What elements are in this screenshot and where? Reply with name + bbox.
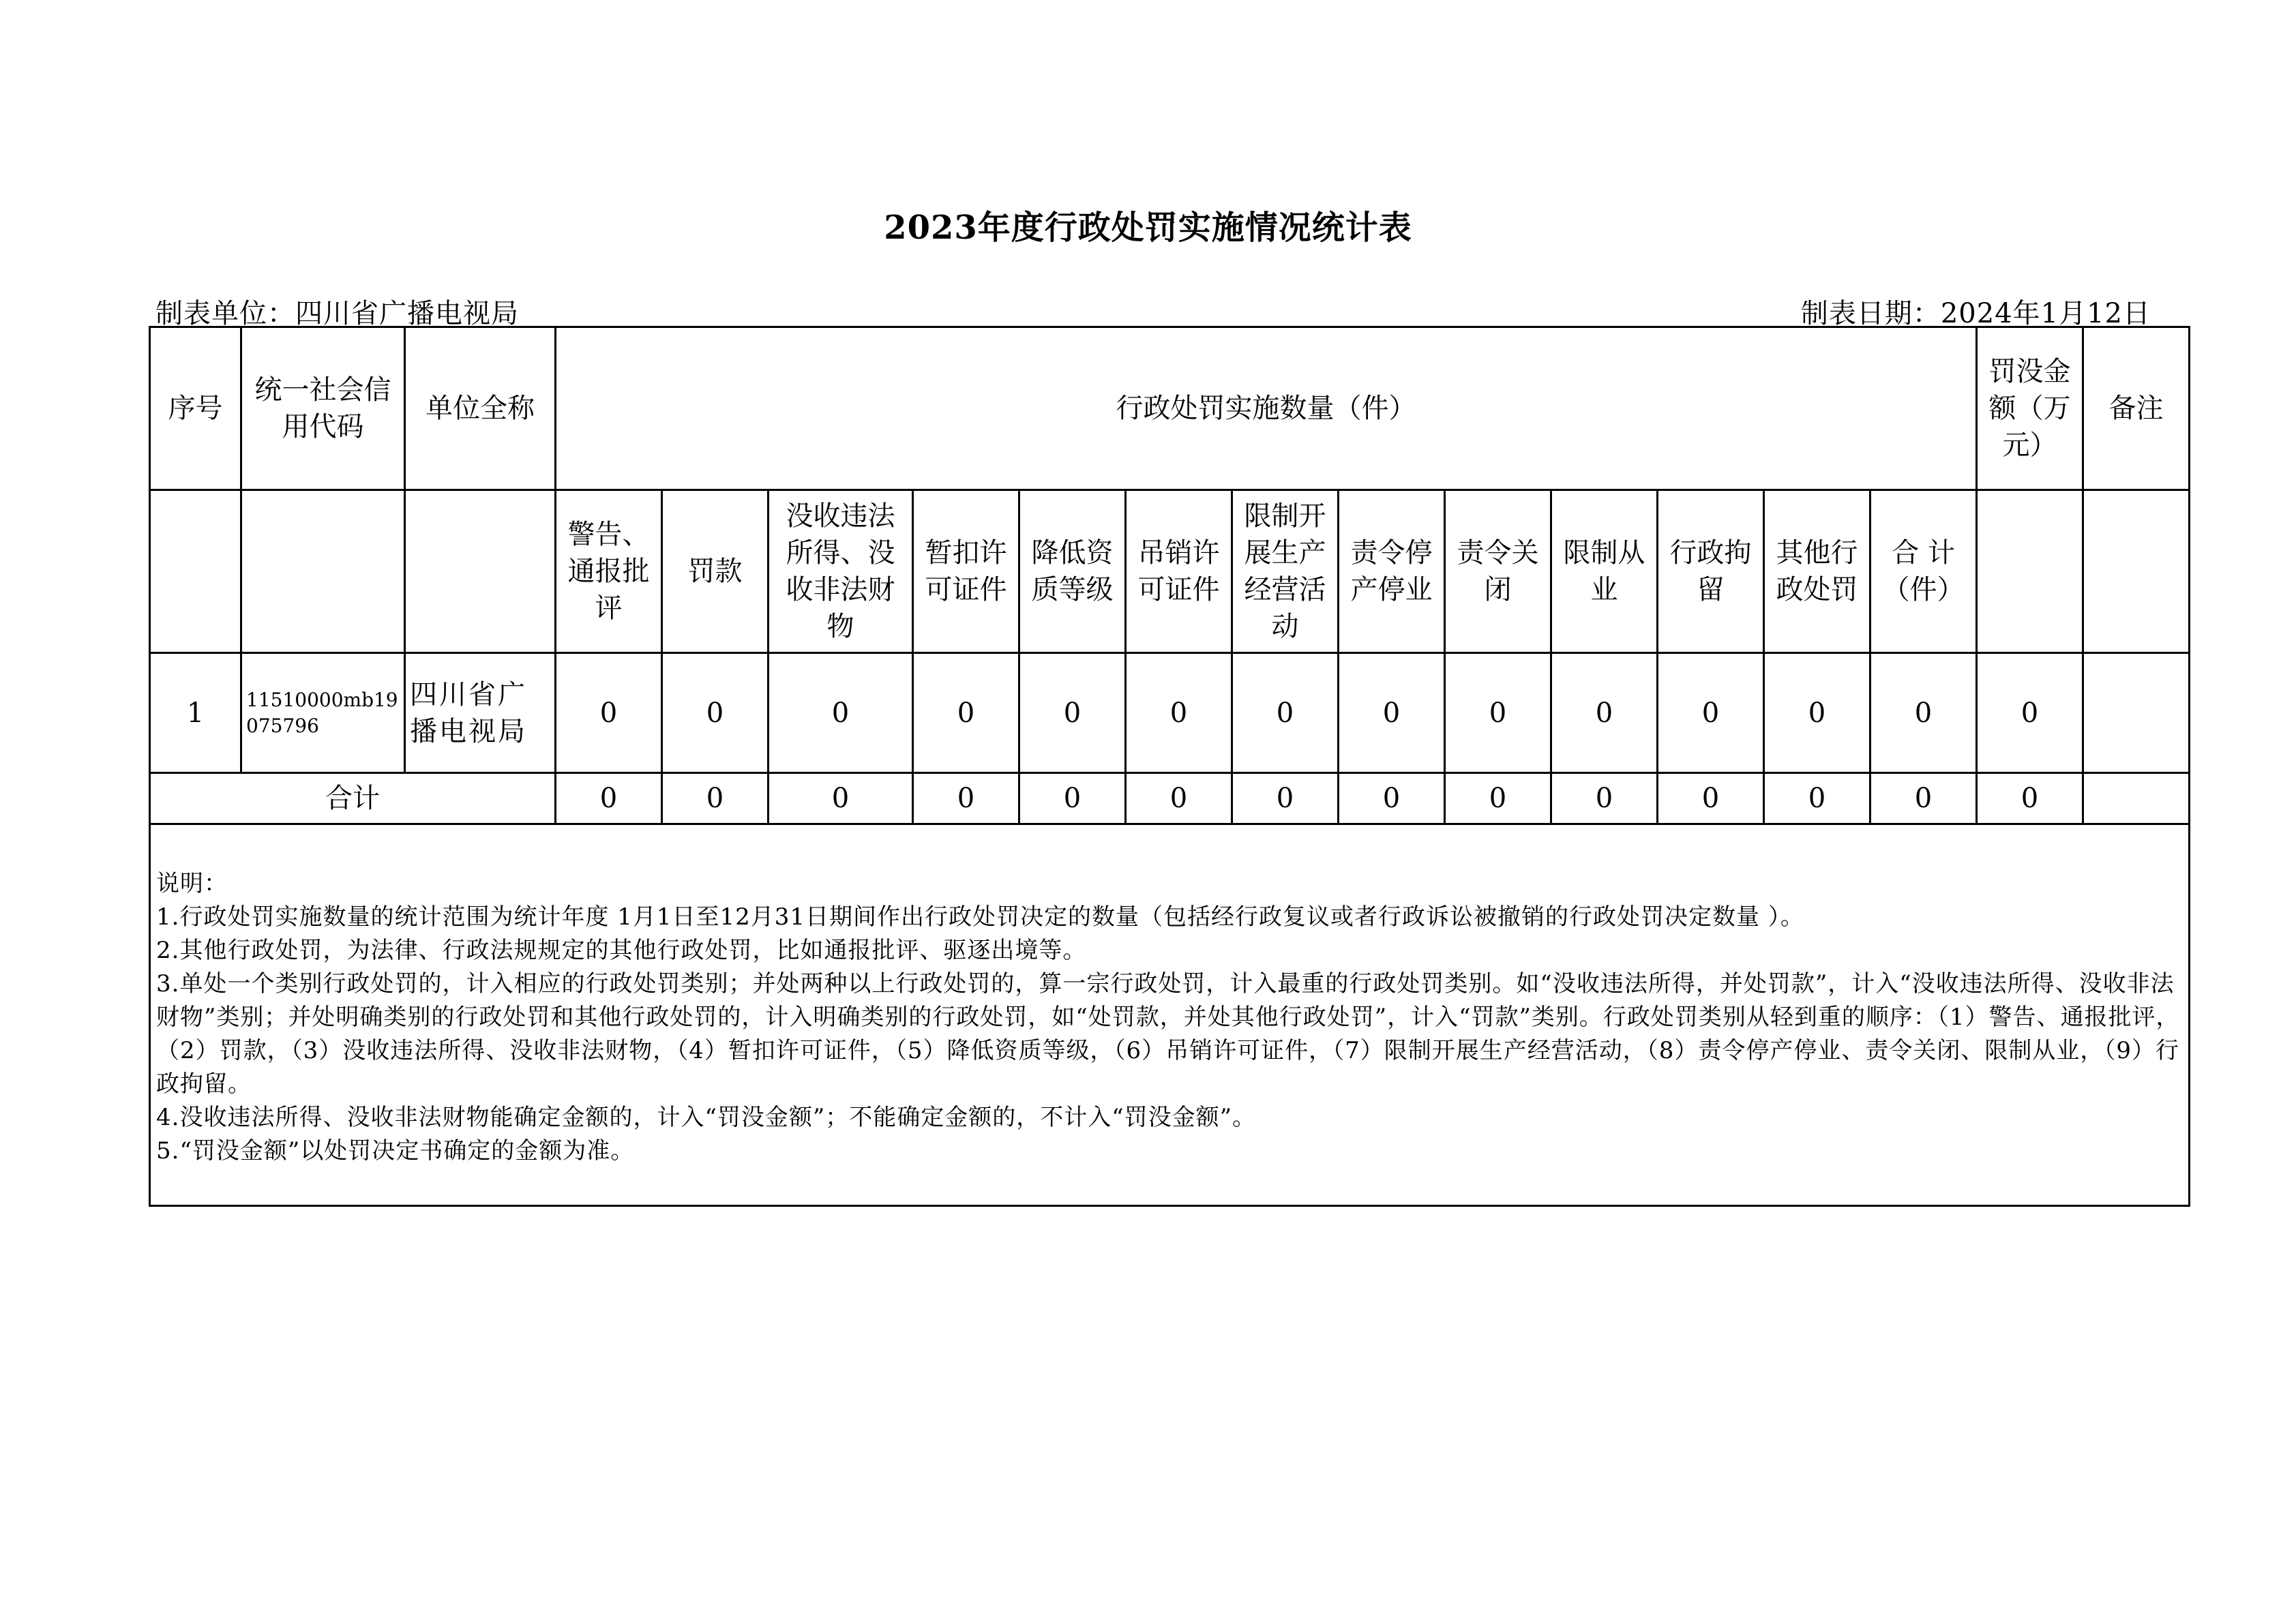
- total-count-cell: 0: [1764, 773, 1870, 824]
- header-category-subtotal: 合 计（件）: [1870, 490, 1977, 653]
- row-count-cell: 0: [1551, 653, 1658, 773]
- header-fine-amount: 罚没金额（万元）: [1977, 327, 2083, 490]
- header-blank: [1977, 490, 2083, 653]
- total-count-cell: 0: [662, 773, 769, 824]
- total-count-cell: 0: [1232, 773, 1339, 824]
- header-category-warning: 警告、通报批评: [556, 490, 662, 653]
- row-count-cell: 0: [1658, 653, 1764, 773]
- issue-date: 制表日期：2024年1月12日: [1800, 298, 2151, 329]
- header-blank: [150, 490, 241, 653]
- table-row: [150, 653, 2190, 773]
- row-count-cell: 0: [913, 653, 1019, 773]
- header-row-1: [150, 327, 2190, 490]
- header-count-group: 行政处罚实施数量（件）: [556, 327, 1977, 490]
- total-count-cell: 0: [1551, 773, 1658, 824]
- total-remark: [2083, 773, 2190, 824]
- row-seq: 1: [150, 653, 241, 773]
- header-category-license-revocation: 吊销许可证件: [1126, 490, 1232, 653]
- header-category-production-suspension: 责令停产停业: [1339, 490, 1445, 653]
- total-count-cell: 0: [913, 773, 1019, 824]
- header-unit-name: 单位全称: [405, 327, 556, 490]
- header-category-closure: 责令关闭: [1445, 490, 1551, 653]
- row-count-cell: 0: [1126, 653, 1232, 773]
- total-count-cell: 0: [1658, 773, 1764, 824]
- header-remark: 备注: [2083, 327, 2190, 490]
- penalty-statistics-table: [149, 326, 2190, 1207]
- row-count-cell: 0: [1870, 653, 1977, 773]
- header-category-practice-restriction: 限制从业: [1551, 490, 1658, 653]
- header-blank: [405, 490, 556, 653]
- row-credit-code: 11510000mb19075796: [241, 653, 405, 773]
- total-count-cell: 0: [1019, 773, 1126, 824]
- row-fine-amount: 0: [1977, 653, 2083, 773]
- total-label: 合计: [150, 773, 556, 824]
- total-count-cell: 0: [556, 773, 662, 824]
- total-count-cell: 0: [1870, 773, 1977, 824]
- header-category-other: 其他行政处罚: [1764, 490, 1870, 653]
- notes-row: [150, 824, 2190, 1206]
- row-count-cell: 0: [1445, 653, 1551, 773]
- header-blank: [241, 490, 405, 653]
- header-blank: [2083, 490, 2190, 653]
- note-item: 4.没收违法所得、没收非法财物能确定金额的，计入“罚没金额”；不能确定金额的，不计入“罚没金额”。: [156, 1104, 1256, 1131]
- row-unit-name: 四川省广播电视局: [405, 653, 556, 773]
- row-count-cell: 0: [1339, 653, 1445, 773]
- total-count-cell: 0: [1445, 773, 1551, 824]
- row-count-cell: 0: [1764, 653, 1870, 773]
- total-row: [150, 773, 2190, 824]
- notes-heading: 说明：: [156, 870, 228, 897]
- total-fine-amount: 0: [1977, 773, 2083, 824]
- row-count-cell: 0: [662, 653, 769, 773]
- header-seq: 序号: [150, 327, 241, 490]
- page-title: 2023年度行政处罚实施情况统计表: [884, 209, 1412, 247]
- header-category-license-suspension: 暂扣许可证件: [913, 490, 1019, 653]
- total-count-cell: 0: [1339, 773, 1445, 824]
- total-count-cell: 0: [1126, 773, 1232, 824]
- total-count-cell: 0: [769, 773, 913, 824]
- header-category-detention: 行政拘留: [1658, 490, 1764, 653]
- note-item: 3.单处一个类别行政处罚的，计入相应的行政处罚类别；并处两种以上行政处罚的，算一宗行政处罚，计入最重的行政处罚类别。如“没收违法所得，并处罚款”，计入“没收违法所得、没收非法财物”类别；并处明确类别的行政处罚和其他行政处罚的，计入明确类别的行政处罚，如“处罚款，并处其他行政处罚”，计入“罚款”类别。行政处罚类别从轻到重的顺序：（1）警告、通报批评，（2）罚款，（3）没收违法所得、没收非法财物，（4）暂扣许可证件，（5）降低资质等级，（6）吊销许可证件，（7）限制开展生产经营活动，（8）责令停产停业、责令关闭、限制从业，（9）行政拘留。: [156, 970, 2180, 1098]
- note-item: 5.“罚没金额”以处罚决定书确定的金额为准。: [156, 1137, 635, 1165]
- header-category-confiscation: 没收违法所得、没收非法财物: [769, 490, 913, 653]
- note-item: 2.其他行政处罚，为法律、行政法规规定的其他行政处罚，比如通报批评、驱逐出境等。: [156, 937, 1087, 964]
- row-remark: [2083, 653, 2190, 773]
- header-credit-code: 统一社会信用代码: [241, 327, 405, 490]
- header-category-fine: 罚款: [662, 490, 769, 653]
- header-row-2: [150, 490, 2190, 653]
- row-count-cell: 0: [1019, 653, 1126, 773]
- notes-cell: [150, 824, 2190, 1206]
- header-category-qualification-downgrade: 降低资质等级: [1019, 490, 1126, 653]
- row-count-cell: 0: [556, 653, 662, 773]
- note-item: 1.行政处罚实施数量的统计范围为统计年度 1月1日至12月31日期间作出行政处罚决定的数量（包括经行政复议或者行政诉讼被撤销的行政处罚决定数量 ）。: [156, 903, 1804, 931]
- row-count-cell: 0: [1232, 653, 1339, 773]
- row-count-cell: 0: [769, 653, 913, 773]
- header-category-business-restriction: 限制开展生产经营活动: [1232, 490, 1339, 653]
- issuing-unit: 制表单位：四川省广播电视局: [155, 298, 519, 329]
